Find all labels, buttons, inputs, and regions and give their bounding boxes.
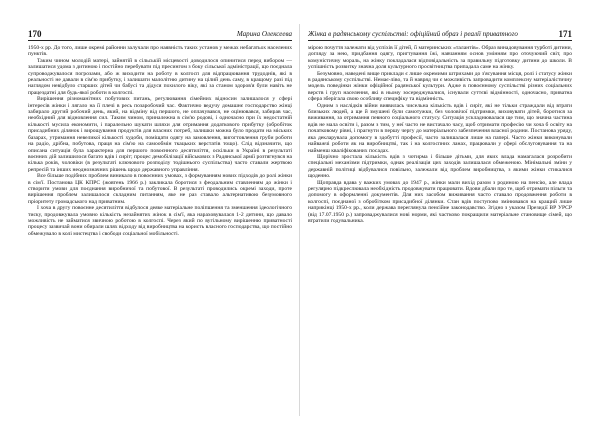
right-paragraph: Щоправда вдава у важких умовах до 1947 р., жінки мали вихід разом з родиною на пенсію, але влада регулярно підкреслювала необхідність продовжувати працювати. Вдови дбали про те, щоб отримати пільги та допомогу в оформленні документів. Для них засобом виживання часто ставало продовження роботи в колгоспі, поєднаної з обробітком присадибної ділянки. Стан вдів поступово змінювався на кращий лише наприкінці 1950-х рр., коли держава переглянула пенсійне законодавство. Згідно з указом Президії ВР УРСР (від 17.07.1950 р.) запроваджувалися нові норми, які частково покращили матеріальне становище сімей, що втратили годувальника. — [308, 179, 572, 224]
left-paragraph: Все більше подібних проблем виникало в повоєнних умовах, з формуванням нових підходів до ролі жінки в сім'ї. Постанова ЦК КПРС (жовтень 1966 р.) закликала боротися з феодальним ставленням до жінки і створити умови для поєднання виробничої та побутової. В результаті проводились окремі заходи, проте вирішення проблем залишалося складним питанням, яке не раз ставало альтернативою безумовного пріоритету громадського над приватним. — [28, 173, 292, 205]
left-paragraph: І хоча в другу повоєнне десятиліття відбулося деяке матеріальне поліпшення та зменшення ідеологічного тиску, продовжувала умовно кількість незайнятих жінок в сім'ї, яка нараховувалася 1-2 дитини, що давало можливість не займатися звичною роботою в колгоспі. Через який по вугільному вирішенню приватності процесу зазвичай вони обирали шлях відходу від виробництва на користь власного господарства, що постійно обмежувало в колі мистецтва і свободи соціальної мобільності. — [28, 205, 292, 237]
right-paragraph: Безумовно, наведені вище приклади є лише окремими штрихами до з'ясування місця, ролі і статусу жінки в радянському суспільстві. Немає-ліво, та й навряд чи є можливість запровадити комплексну матеріалістичну модель поведінки жінки офіційної радянської культури. Адже в повоєнному суспільстві різних соціальних верств і груп населення, які в ньому зосереджувалися, існували суттєві відмінності, одночасно, приватна сфера зберігала свою особливу специфіку та відмінність. — [308, 70, 572, 103]
right-paragraph: Одним з наслідків війни виявилась чисельна кількість вдів і сиріт, які не тільки страждали від втрати близьких людей, а ще й змушені були самотужки, без чоловічої підтримки, виховувати дітей, боротися за виживання, за отримання певного соціального статусу. Ситуація ускладнювалася ще тим, що значна частина вдів не мала освіти і, разом з тим, у неї часто не вистачало часу, щоб отримати професію чи хоча б освіту на початковому рівні, і прагнути в першу чергу до матеріального забезпечення власної родини. Постанова уряду, яка декларувала допомогу в здобутті професії, часто залишалася лише на папері. Часто жінки виконували найважчі роботи як на виробництві, так і на колгоспних ланах, працювали у сфері обслуговування та на найменш кваліфікованих посадах. — [308, 102, 572, 154]
right-page-body — [308, 45, 572, 224]
left-page-header — [28, 28, 292, 41]
left-page-number: 170 — [28, 29, 42, 39]
right-paragraph: Щорічно зростала кількість вдів з чотирма і більше дітьми, для яких влада намагалася розробити спеціальні механізми підтримки, однак реалізація цих заходів залишалася обмеженою. Мінімальні зміни у державній політиці відбувалися повільно, залежали від проблем виробництва, з якими жінки стикалися щоденно. — [308, 153, 572, 180]
left-running-head: Марина Олексеева — [236, 30, 292, 38]
right-page-number: 171 — [558, 29, 572, 39]
left-page — [28, 28, 292, 237]
book-gutter — [299, 24, 300, 416]
right-running-head: Жінка в радянському суспільстві: офіційний образ і реалії приватного — [308, 30, 518, 38]
left-paragraph: Вирішення різноманітних побутових питань, регулювання сімейних відносин залишалося у сфері інтересів жінки і лягало на її плечі в ресь позаробочий час. Фактично ведучу домашнє господарство жінці забирало другий робочий день, який, на відміну від першого, не оплачувався, не оцінювався, забирав час, необхідний для відновлення сил. Таким чином, приналежна в сім'ю родові, і одночасно при їх недостатній кількості мусила економити, і паралельно шукати шляхи для отримання додаткового прибутку (обробіток присадибних ділянок і вирощування продуктів для власних потреб, залишки можна було продати на міських базарах, утримання невеликої кількості худоби, поміщати одягу на замовлення, вигогтовлення груби роботи на радіо, дрібна, побутова, праця на сім'ю на самообмін ткацьких верстатів тощо). Слід відзначити, що описана ситуація була характерна для першого повоєнного десятиліття, оскільки в Україні в результаті воєнних дій залишилося багато вдів і сиріт; процес демобілізації військових з Радянської армії розтягнувся на кілька років, чоловіки (в результаті ключового розподілу тодішнього суспільства) часто ставали жертвою репресій та інших неоднозначних рішень щодо державного управління. — [28, 96, 292, 173]
left-paragraph: 1950-х рр. До того, лише окремі районни залучали про наявність таких установ у межах небагатьох населених пунктів. — [28, 45, 292, 58]
right-page — [308, 28, 572, 224]
right-paragraph: мірою почуття залежати від успіхів її дітей, її материнських «талантів». Образ винадовування турботі дитини, догляду за нею, придбання одягу, пригтування їжі, навчанням основ умінням про оточуючий світ, про комуністичну мораль, на жінку покладалася відповідальність за правильну підготовку дитини до школи. В успішність розвитку значна доля культурного просвітництва припадала саме на жінку. — [308, 45, 572, 71]
left-paragraph: Таким чином молодій матері, зайнятій в сільській місцевості доводилося опинитися перед вибором — залишатися удома з дитиною і постійно перебувати під пресингом з боку сільської адміністрації, що поєднала супроводжувалося погрозами, або ж виходити на роботу в колгосп для відпрацювання трудоднів, які в реальності не давали в сім'ю прибутку, і залишати малолітню дитину на цілий день саму, в кращому разі під наглядом невідбуло старших дітей чи бабусі та дідуся похилого віку, які за станом здоров'я були навіть не працездатні для будь-якої роботи в колгоспі. — [28, 57, 292, 96]
right-page-header — [308, 28, 572, 41]
left-page-body — [28, 45, 292, 237]
